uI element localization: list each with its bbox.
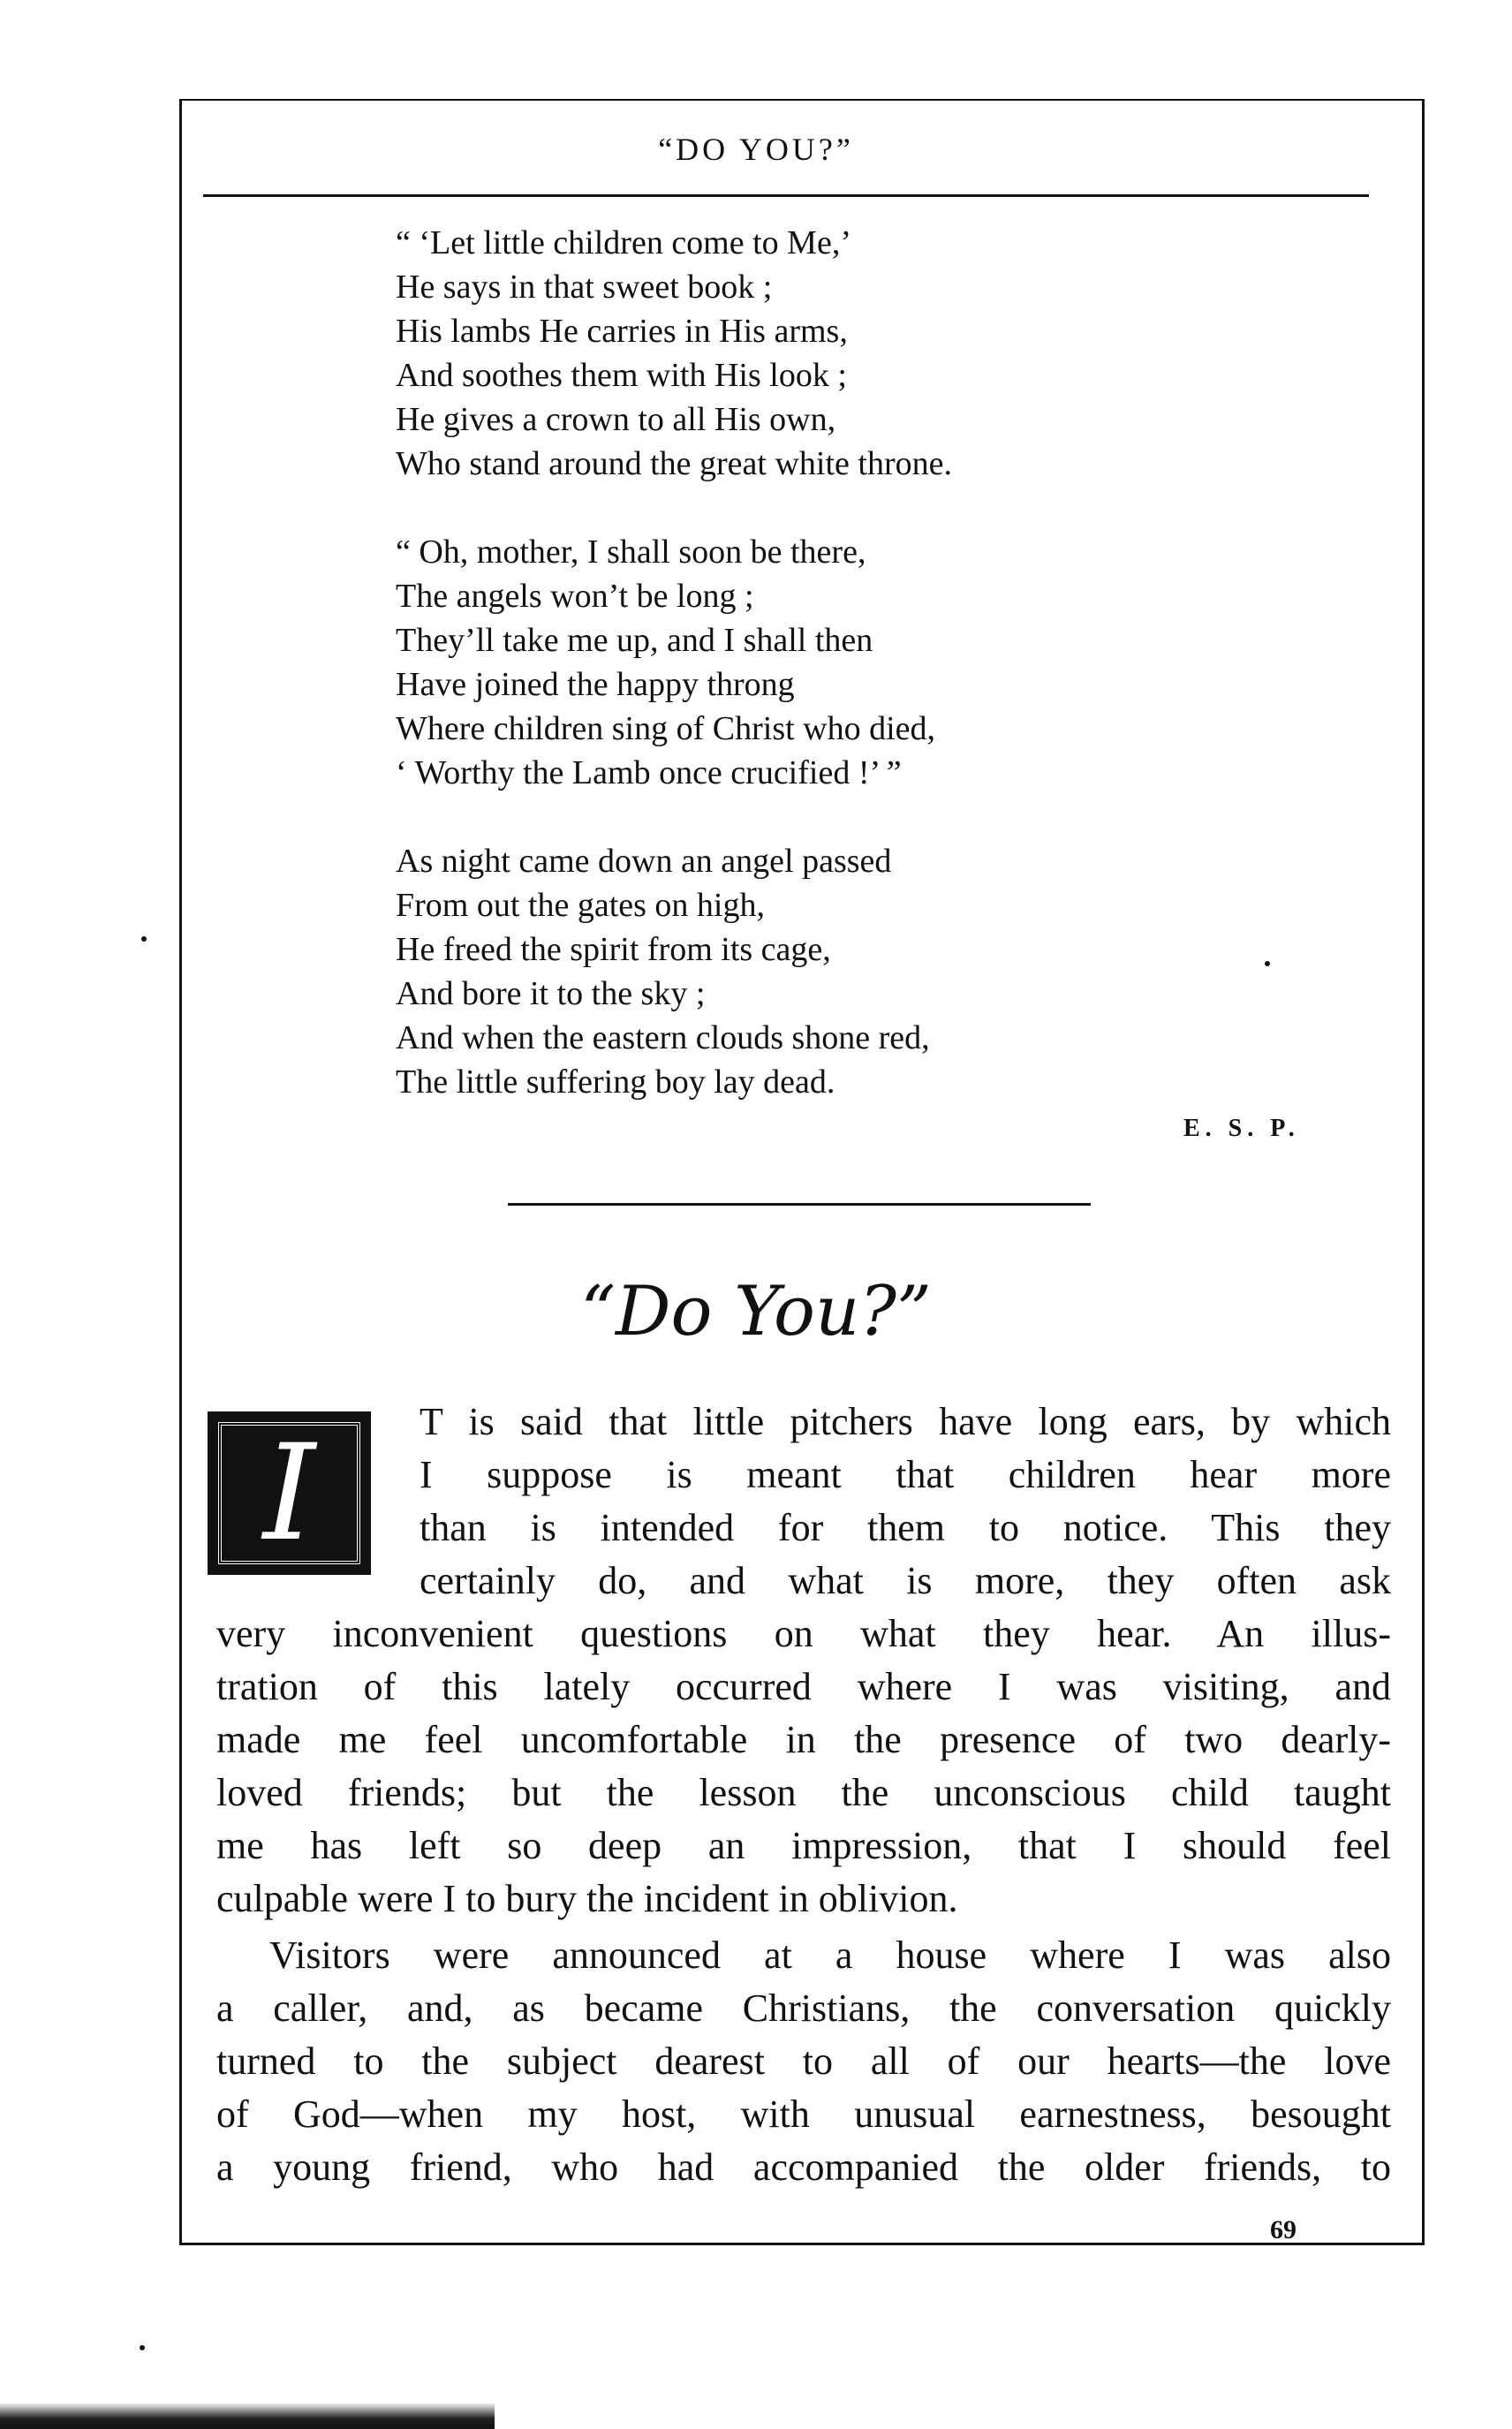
poem-line: And soothes them with His look ; [396,357,847,394]
text-row: loved friends; but the lesson the unconscious child taught [216,1771,1391,1814]
text-row: I suppose is meant that children hear more [420,1453,1391,1496]
poem-stanza-1 [396,221,952,486]
poem-line: Have joined the happy throng [396,666,795,703]
text-row: a young friend, who had accompanied the older friends, to [216,2145,1391,2189]
poem-line: He gives a crown to all His own, [396,401,836,438]
text-row: of God—when my host, with unusual earnestness, besought [216,2092,1391,2136]
poem-line: “ ‘Let little children come to Me,’ [396,224,851,261]
poem-line: From out the gates on high, [396,887,765,924]
article-paragraph-2 [216,1929,1391,2194]
poem-line: Where children sing of Christ who died, [396,710,936,747]
text-row: very inconvenient questions on what they hear. An illus- [216,1612,1391,1655]
print-speck [140,2345,145,2350]
section-divider [508,1203,1091,1206]
text-row: certainly do, and what is more, they often ask [420,1559,1391,1602]
poem-line: The angels won’t be long ; [396,578,754,615]
poem-stanza-3 [396,839,952,1104]
poem-line: And bore it to the sky ; [396,975,706,1012]
poem-line: They’ll take me up, and I shall then [396,622,873,659]
text-row: Visitors were announced at a house where I was also [269,1933,1391,1977]
print-speck [1265,961,1270,966]
poem-signature: E. S. P. [1183,1115,1300,1142]
head-rule [203,194,1369,197]
text-row: T is said that little pitchers have long ears, by which [420,1400,1391,1443]
text-row: turned to the subject dearest to all of our hearts—the love [216,2039,1391,2083]
text-row: than is intended for them to notice. This they [420,1506,1391,1549]
poem-line: His lambs He carries in His arms, [396,313,848,350]
poem-line: And when the eastern clouds shone red, [396,1019,930,1056]
poem [396,221,952,1148]
poem-line: Who stand around the great white throne. [396,445,952,482]
print-speck [141,936,147,942]
poem-line: “ Oh, mother, I shall soon be there, [396,533,866,571]
poem-line: He freed the spirit from its cage, [396,931,831,968]
article-title: “Do You?” [580,1272,932,1351]
ornamental-dropcap: I [208,1411,371,1575]
running-head: “DO YOU?” [658,132,854,167]
text-row: tration of this lately occurred where I was visiting, and [216,1665,1391,1708]
page-number: 69 [1270,2215,1297,2244]
poem-stanza-2 [396,530,952,795]
poem-line: As night came down an angel passed [396,843,892,880]
article-paragraph-1 [216,1396,1391,1926]
text-row: made me feel uncomfortable in the presence of two dearly- [216,1718,1391,1761]
scan-edge-shadow [0,2403,495,2429]
text-row: me has left so deep an impression, that I should feel [216,1824,1391,1867]
poem-line: ‘ Worthy the Lamb once crucified !’ ” [396,754,902,791]
poem-line: He says in that sweet book ; [396,269,773,306]
text-row: a caller, and, as became Christians, the conversation quickly [216,1986,1391,2030]
text-row: culpable were I to bury the incident in oblivion. [216,1877,958,1920]
poem-line: The little suffering boy lay dead. [396,1063,835,1101]
